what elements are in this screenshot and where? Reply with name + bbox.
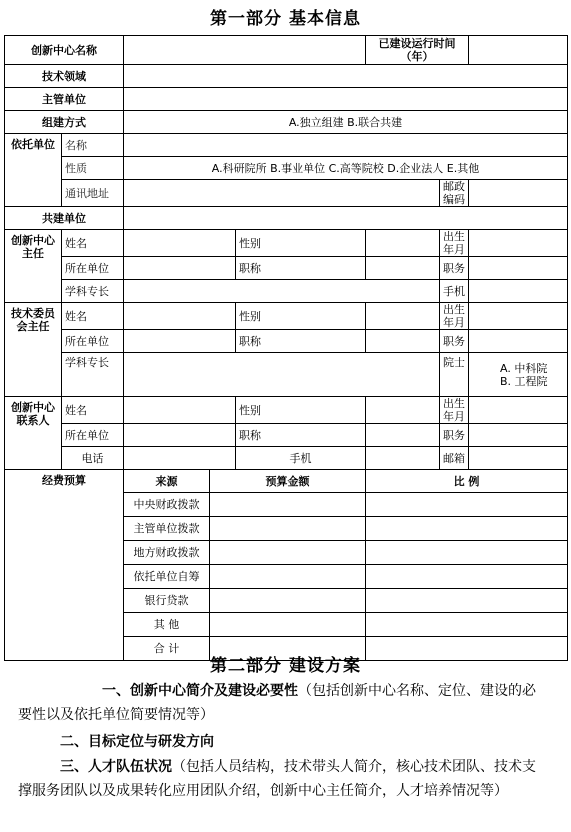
director-name-label: 姓名 xyxy=(62,230,124,257)
budget-ratio-cell[interactable] xyxy=(366,493,568,517)
director-row-2 xyxy=(5,257,568,280)
director-birth-label: 出生年月 xyxy=(440,230,469,257)
academician-option-b[interactable]: B. 工程院 xyxy=(500,374,548,388)
committee-row-1 xyxy=(5,303,568,330)
budget-amount-cell[interactable] xyxy=(210,541,366,565)
committee-specialty-label: 学科专长 xyxy=(62,353,124,397)
contact-unit-value[interactable] xyxy=(124,424,236,447)
committee-title-label: 职称 xyxy=(236,330,366,353)
committee-unit-value[interactable] xyxy=(124,330,236,353)
contact-birth-value[interactable] xyxy=(469,397,568,424)
host-nature-options[interactable]: A.科研院所 B.事业单位 C.高等院校 D.企业法人 E.其他 xyxy=(124,157,568,180)
budget-amount-cell[interactable] xyxy=(210,565,366,589)
director-specialty-value[interactable] xyxy=(124,280,440,303)
host-label: 依托单位 xyxy=(5,134,62,207)
budget-col-source: 来源 xyxy=(124,470,210,493)
tech-field-value[interactable] xyxy=(124,65,568,88)
director-mobile-label: 手机 xyxy=(440,280,469,303)
budget-col-ratio: 比 例 xyxy=(366,470,568,493)
contact-phone-value[interactable] xyxy=(124,447,236,470)
contact-row-2 xyxy=(5,424,568,447)
budget-source-total: 合 计 xyxy=(124,637,210,661)
contact-row-1 xyxy=(5,397,568,424)
contact-phone-label: 电话 xyxy=(62,447,124,470)
budget-section-label: 经费预算 xyxy=(5,470,124,661)
director-position-label: 职务 xyxy=(440,257,469,280)
budget-amount-cell[interactable] xyxy=(210,493,366,517)
director-mobile-value[interactable] xyxy=(469,280,568,303)
budget-ratio-cell[interactable] xyxy=(366,517,568,541)
budget-source-self: 依托单位自筹 xyxy=(124,565,210,589)
part2-title: 第二部分 建设方案 xyxy=(210,656,361,676)
host-address-value[interactable] xyxy=(124,180,440,207)
director-name-value[interactable] xyxy=(124,230,236,257)
host-name-row xyxy=(5,134,568,157)
start-time-label: 已建设运行时间（年） xyxy=(366,36,469,65)
budget-ratio-cell[interactable] xyxy=(366,541,568,565)
committee-gender-value[interactable] xyxy=(366,303,440,330)
contact-gender-value[interactable] xyxy=(366,397,440,424)
director-unit-label: 所在单位 xyxy=(62,257,124,280)
budget-col-amount: 预算金额 xyxy=(210,470,366,493)
section-1-note: （包括创新中心名称、定位、建设的必要性以及依托单位简要情况等） xyxy=(18,683,536,723)
director-birth-value[interactable] xyxy=(469,230,568,257)
tech-field-label: 技术领域 xyxy=(5,65,124,88)
contact-name-label: 姓名 xyxy=(62,397,124,424)
committee-name-value[interactable] xyxy=(124,303,236,330)
center-name-label: 创新中心名称 xyxy=(5,36,124,65)
committee-row-3 xyxy=(5,353,568,397)
supervisor-value[interactable] xyxy=(124,88,568,111)
director-section-label: 创新中心主任 xyxy=(5,230,62,303)
basic-info-form xyxy=(4,35,568,661)
section-1-paragraph xyxy=(18,679,546,727)
budget-source-local: 地方财政拨款 xyxy=(124,541,210,565)
contact-mobile-label: 手机 xyxy=(236,447,366,470)
director-title-value[interactable] xyxy=(366,257,440,280)
budget-source-other: 其 他 xyxy=(124,613,210,637)
center-name-row xyxy=(5,36,568,65)
section-3-note: （包括人员结构，技术带头人简介，核心技术团队、技术支撑服务团队以及成果转化应用团队介绍，创新中心主任简介，人才培养情况等） xyxy=(18,759,536,799)
host-address-row xyxy=(5,180,568,207)
host-name-label: 名称 xyxy=(62,134,124,157)
director-unit-value[interactable] xyxy=(124,257,236,280)
section-1-heading: 一、创新中心简介及建设必要性 xyxy=(102,683,298,699)
section-3-heading: 三、人才队伍状况 xyxy=(60,759,172,775)
host-nature-row xyxy=(5,157,568,180)
build-mode-label: 组建方式 xyxy=(5,111,124,134)
budget-source-supervisor: 主管单位拨款 xyxy=(124,517,210,541)
director-position-value[interactable] xyxy=(469,257,568,280)
co-build-label: 共建单位 xyxy=(5,207,124,230)
committee-birth-value[interactable] xyxy=(469,303,568,330)
contact-position-label: 职务 xyxy=(440,424,469,447)
contact-name-value[interactable] xyxy=(124,397,236,424)
contact-gender-label: 性别 xyxy=(236,397,366,424)
contact-email-value[interactable] xyxy=(469,447,568,470)
build-mode-options[interactable]: A.独立组建 B.联合共建 xyxy=(124,111,568,134)
section-3-paragraph xyxy=(18,755,546,803)
contact-title-label: 职称 xyxy=(236,424,366,447)
committee-section-label: 技术委员会主任 xyxy=(5,303,62,397)
committee-academician-label: 院士 xyxy=(440,353,469,397)
academician-option-a[interactable]: A. 中科院 xyxy=(500,361,548,375)
budget-amount-cell[interactable] xyxy=(210,613,366,637)
co-build-row xyxy=(5,207,568,230)
budget-source-loan: 银行贷款 xyxy=(124,589,210,613)
host-postcode-value[interactable] xyxy=(469,180,568,207)
committee-position-label: 职务 xyxy=(440,330,469,353)
committee-row-2 xyxy=(5,330,568,353)
contact-row-3 xyxy=(5,447,568,470)
committee-position-value[interactable] xyxy=(469,330,568,353)
tech-field-row xyxy=(5,65,568,88)
supervisor-label: 主管单位 xyxy=(5,88,124,111)
committee-academician-options[interactable] xyxy=(469,353,568,397)
contact-section-label: 创新中心联系人 xyxy=(5,397,62,470)
supervisor-row xyxy=(5,88,568,111)
host-postcode-label: 邮政编码 xyxy=(440,180,469,207)
contact-mobile-value[interactable] xyxy=(366,447,440,470)
center-name-value[interactable] xyxy=(124,36,366,65)
committee-unit-label: 所在单位 xyxy=(62,330,124,353)
budget-ratio-cell[interactable] xyxy=(366,565,568,589)
director-gender-value[interactable] xyxy=(366,230,440,257)
director-row-1 xyxy=(5,230,568,257)
part1-title: 第一部分 基本信息 xyxy=(210,9,361,29)
host-name-value[interactable] xyxy=(124,134,568,157)
budget-ratio-cell[interactable] xyxy=(366,613,568,637)
budget-ratio-cell[interactable] xyxy=(366,589,568,613)
budget-header-row xyxy=(5,470,568,493)
contact-birth-label: 出生年月 xyxy=(440,397,469,424)
build-mode-row xyxy=(5,111,568,134)
committee-birth-label: 出生年月 xyxy=(440,303,469,330)
director-specialty-label: 学科专长 xyxy=(62,280,124,303)
director-row-3 xyxy=(5,280,568,303)
committee-title-value[interactable] xyxy=(366,330,440,353)
contact-position-value[interactable] xyxy=(469,424,568,447)
section-2-paragraph xyxy=(18,730,546,754)
contact-email-label: 邮箱 xyxy=(440,447,469,470)
contact-unit-label: 所在单位 xyxy=(62,424,124,447)
contact-title-value[interactable] xyxy=(366,424,440,447)
budget-source-central: 中央财政拨款 xyxy=(124,493,210,517)
host-address-label: 通讯地址 xyxy=(62,180,124,207)
director-gender-label: 性别 xyxy=(236,230,366,257)
budget-amount-cell[interactable] xyxy=(210,517,366,541)
committee-name-label: 姓名 xyxy=(62,303,124,330)
committee-specialty-value[interactable] xyxy=(124,353,440,397)
co-build-value[interactable] xyxy=(124,207,568,230)
director-title-label: 职称 xyxy=(236,257,366,280)
section-2-heading: 二、目标定位与研发方向 xyxy=(60,734,214,750)
start-time-value[interactable] xyxy=(469,36,568,65)
host-nature-label: 性质 xyxy=(62,157,124,180)
committee-gender-label: 性别 xyxy=(236,303,366,330)
budget-amount-cell[interactable] xyxy=(210,589,366,613)
